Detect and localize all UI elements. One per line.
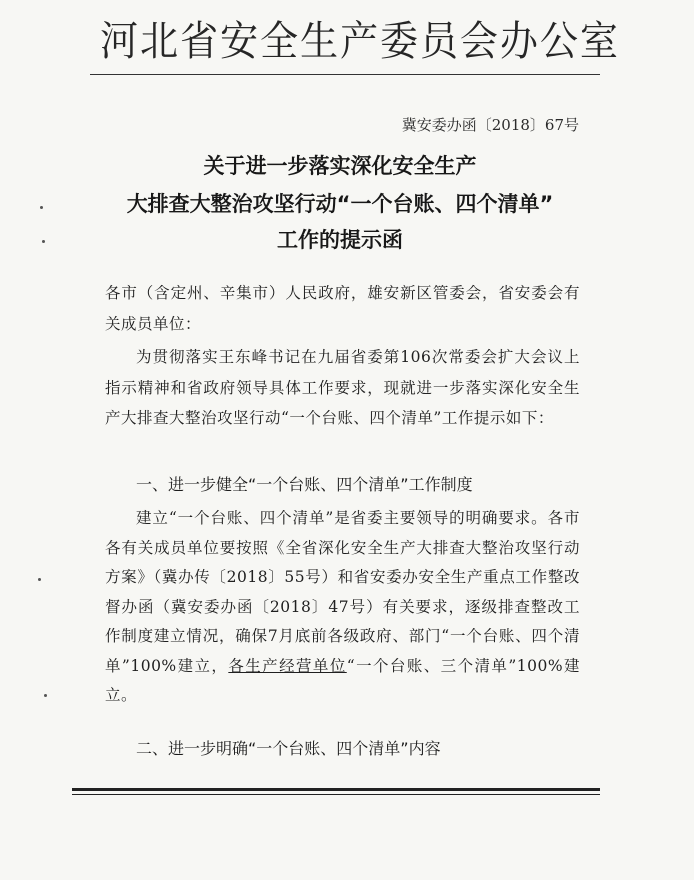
footer-rule-thick <box>72 788 600 791</box>
addressee: 各市（含定州、辛集市）人民政府，雄安新区管委会，省安委会有关成员单位： <box>105 284 580 333</box>
section-1-paragraph <box>105 504 580 711</box>
section-1-underlined-text: 各生产经营单位 <box>228 656 347 675</box>
scan-speck <box>40 206 43 209</box>
scan-speck <box>42 240 45 243</box>
section-1-text-c: “一个台账、三个清单”100%建立。 <box>105 656 580 704</box>
section-2-heading: 二、进一步明确“一个台账、四个清单”内容 <box>136 739 441 758</box>
intro-paragraph: 为贯彻落实王东峰书记在九届省委第106次常委会扩大会议上指示精神和省政府领导具体工作要求，现就进一步落实深化安全生产大排查大整治攻坚行动“一个台账、四个清单”工作提示如下： <box>105 348 580 427</box>
section-1-heading: 一、进一步健全“一个台账、四个清单”工作制度 <box>136 475 473 494</box>
document-number: 冀安委办函〔2018〕67号 <box>401 116 579 134</box>
title-line-3: 工作的提示函 <box>277 228 403 252</box>
issuing-office-header: 河北省安全生产委员会办公室 <box>100 17 620 65</box>
scan-speck <box>38 578 41 581</box>
scan-speck <box>44 694 47 697</box>
header-rule <box>90 74 600 75</box>
title-line-1: 关于进一步落实深化安全生产 <box>203 154 477 178</box>
title-line-2: 大排查大整治攻坚行动“一个台账、四个清单” <box>126 192 554 216</box>
footer-rule-thin <box>72 794 600 795</box>
section-1-text-a: 建立“一个台账、四个清单”是省委主要领导的明确要求。各市各有关成员单位要按照《全省深化安全生产大排查大整治攻坚行动方案》（冀办传〔2018〕55号）和省安委办安全生产重点工作整改督办函（冀安委办函〔2018〕47号）有关要求，逐级排查整改工作制度建立情况，确保7月底前各级政府、部门“一个台账、四个清单”100%建立， <box>105 509 580 675</box>
